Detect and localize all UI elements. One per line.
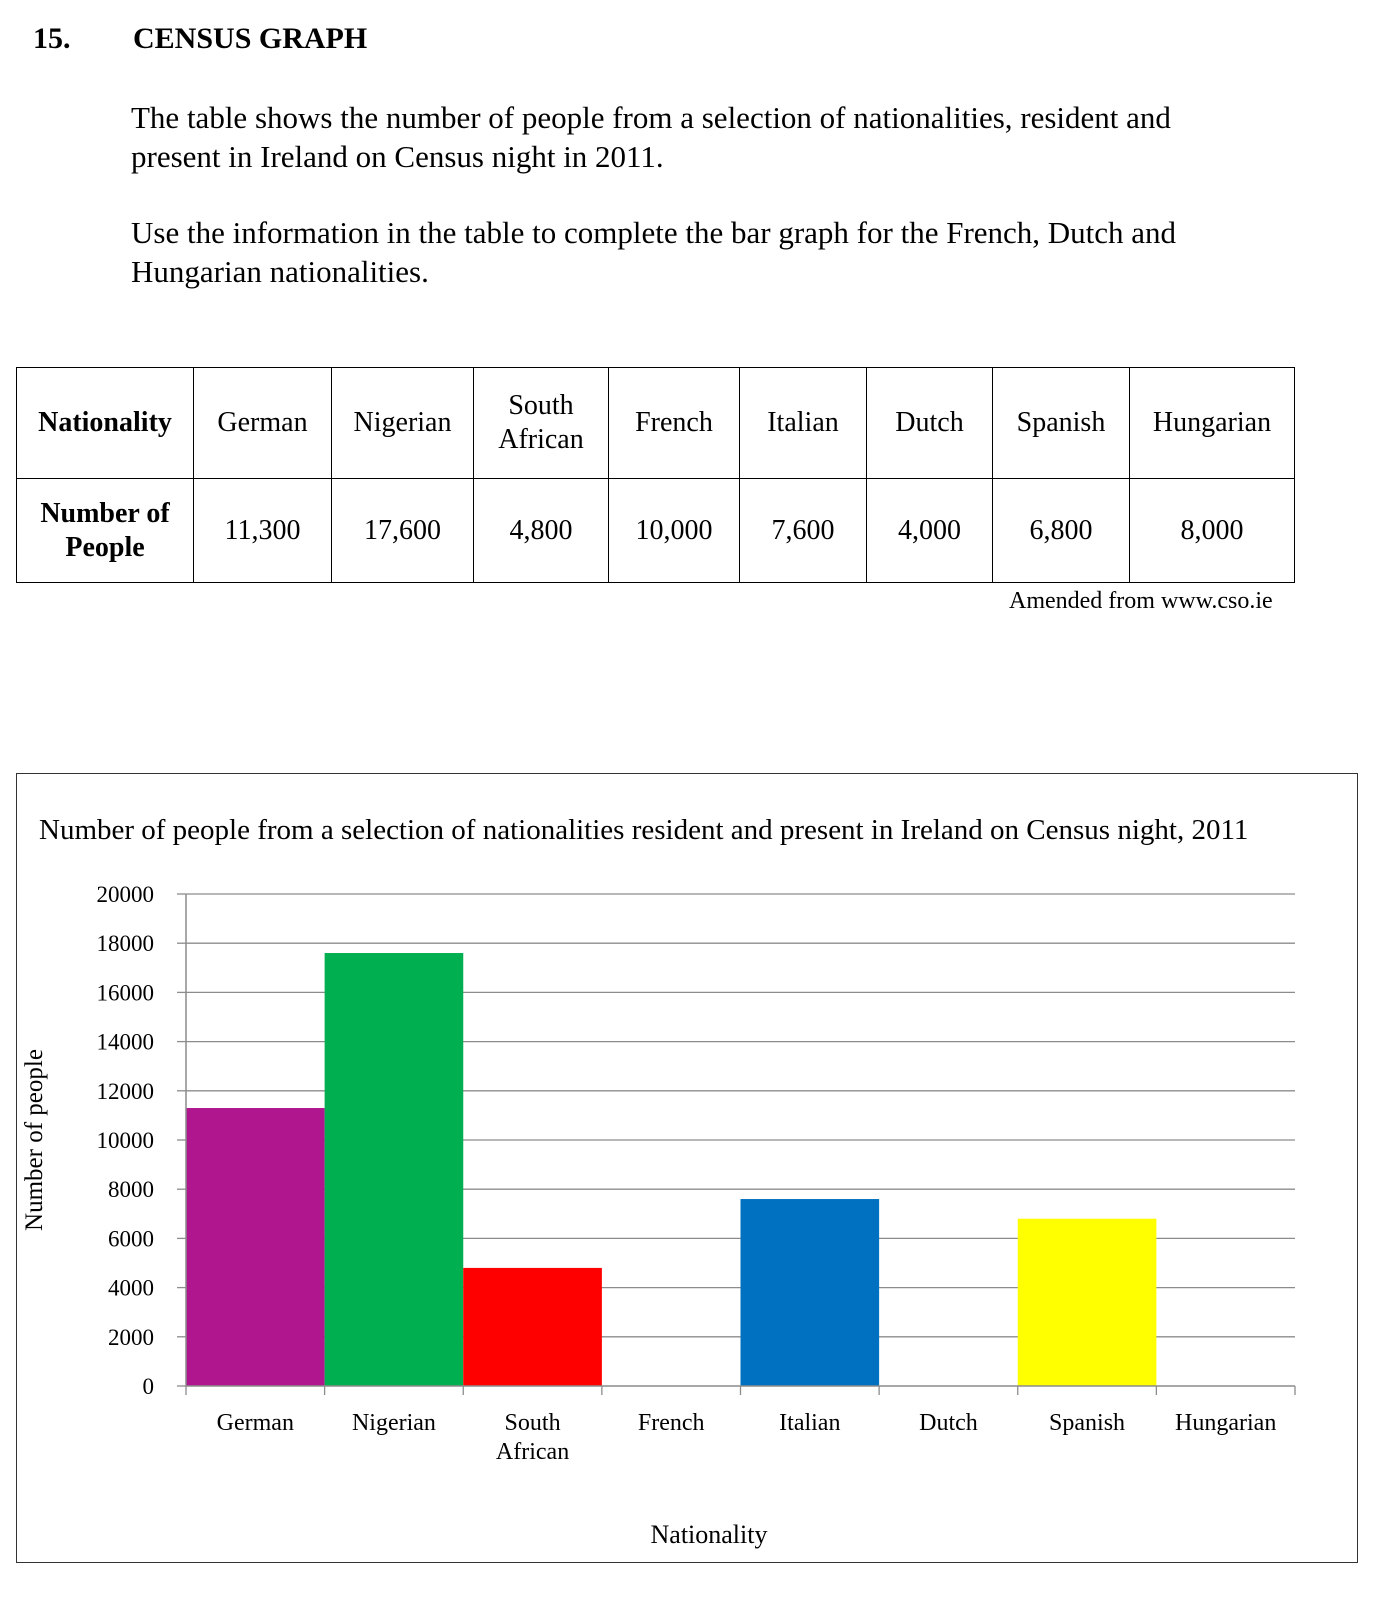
bar [741,1199,880,1386]
bar [186,1108,325,1386]
nationality-cell: French [609,368,740,479]
count-cell: 10,000 [609,479,740,583]
bar [1018,1219,1157,1386]
x-tick-label: Spanish [1049,1410,1126,1436]
bar [463,1268,602,1386]
x-axis-title: Nationality [650,1520,768,1549]
count-cell: 8,000 [1130,479,1295,583]
y-tick-label: 20000 [96,882,154,907]
count-header: Number of People [17,479,194,583]
nationality-cell: German [194,368,332,479]
bar [325,953,464,1386]
x-tick-label: German [216,1410,294,1436]
x-tick-label: South [504,1410,561,1436]
nationality-cell: South African [474,368,609,479]
x-tick-label: Italian [779,1410,841,1436]
nationality-cell: Dutch [867,368,993,479]
intro-line-2: present in Ireland on Census night in 2011. [131,139,664,174]
x-tick-label: Dutch [919,1410,978,1436]
nationality-cell: Spanish [993,368,1130,479]
y-tick-label: 14000 [96,1029,154,1055]
count-cell: 7,600 [740,479,867,583]
question-number: 15. [33,22,71,55]
y-tick-label: 8000 [108,1177,154,1203]
y-tick-label: 10000 [96,1128,154,1153]
nationality-cell: Nigerian [332,368,474,479]
count-cell: 17,600 [332,479,474,583]
x-tick-label: Hungarian [1175,1410,1277,1436]
nationality-header: Nationality [17,368,194,479]
nationality-cell: Hungarian [1130,368,1295,479]
count-cell: 4,000 [867,479,993,583]
y-tick-label: 4000 [108,1275,154,1301]
question-title: CENSUS GRAPH [133,22,368,55]
count-cell: 4,800 [474,479,609,583]
nationality-cell: Italian [740,368,867,479]
y-tick-label: 0 [142,1374,154,1399]
y-tick-label: 18000 [96,931,154,957]
y-tick-label: 16000 [96,980,154,1006]
y-tick-label: 12000 [96,1078,154,1104]
source-note: Amended from www.cso.ie [1009,588,1273,614]
y-axis-title: Number of people [21,1049,48,1231]
count-cell: 6,800 [993,479,1130,583]
chart-title: Number of people from a selection of nationalities resident and present in Ireland on Census night, 2011 [39,814,1249,846]
y-tick-label: 2000 [108,1324,154,1350]
y-tick-label: 6000 [108,1226,154,1252]
x-tick-label: French [637,1410,705,1436]
x-tick-label: Nigerian [351,1410,436,1436]
count-cell: 11,300 [194,479,332,583]
intro-line-1: The table shows the number of people from a selection of nationalities, resident and [131,100,1171,135]
instruction-line-2: Hungarian nationalities. [131,254,429,289]
x-tick-label: African [495,1439,570,1465]
instruction-line-1: Use the information in the table to complete the bar graph for the French, Dutch and [131,215,1177,250]
